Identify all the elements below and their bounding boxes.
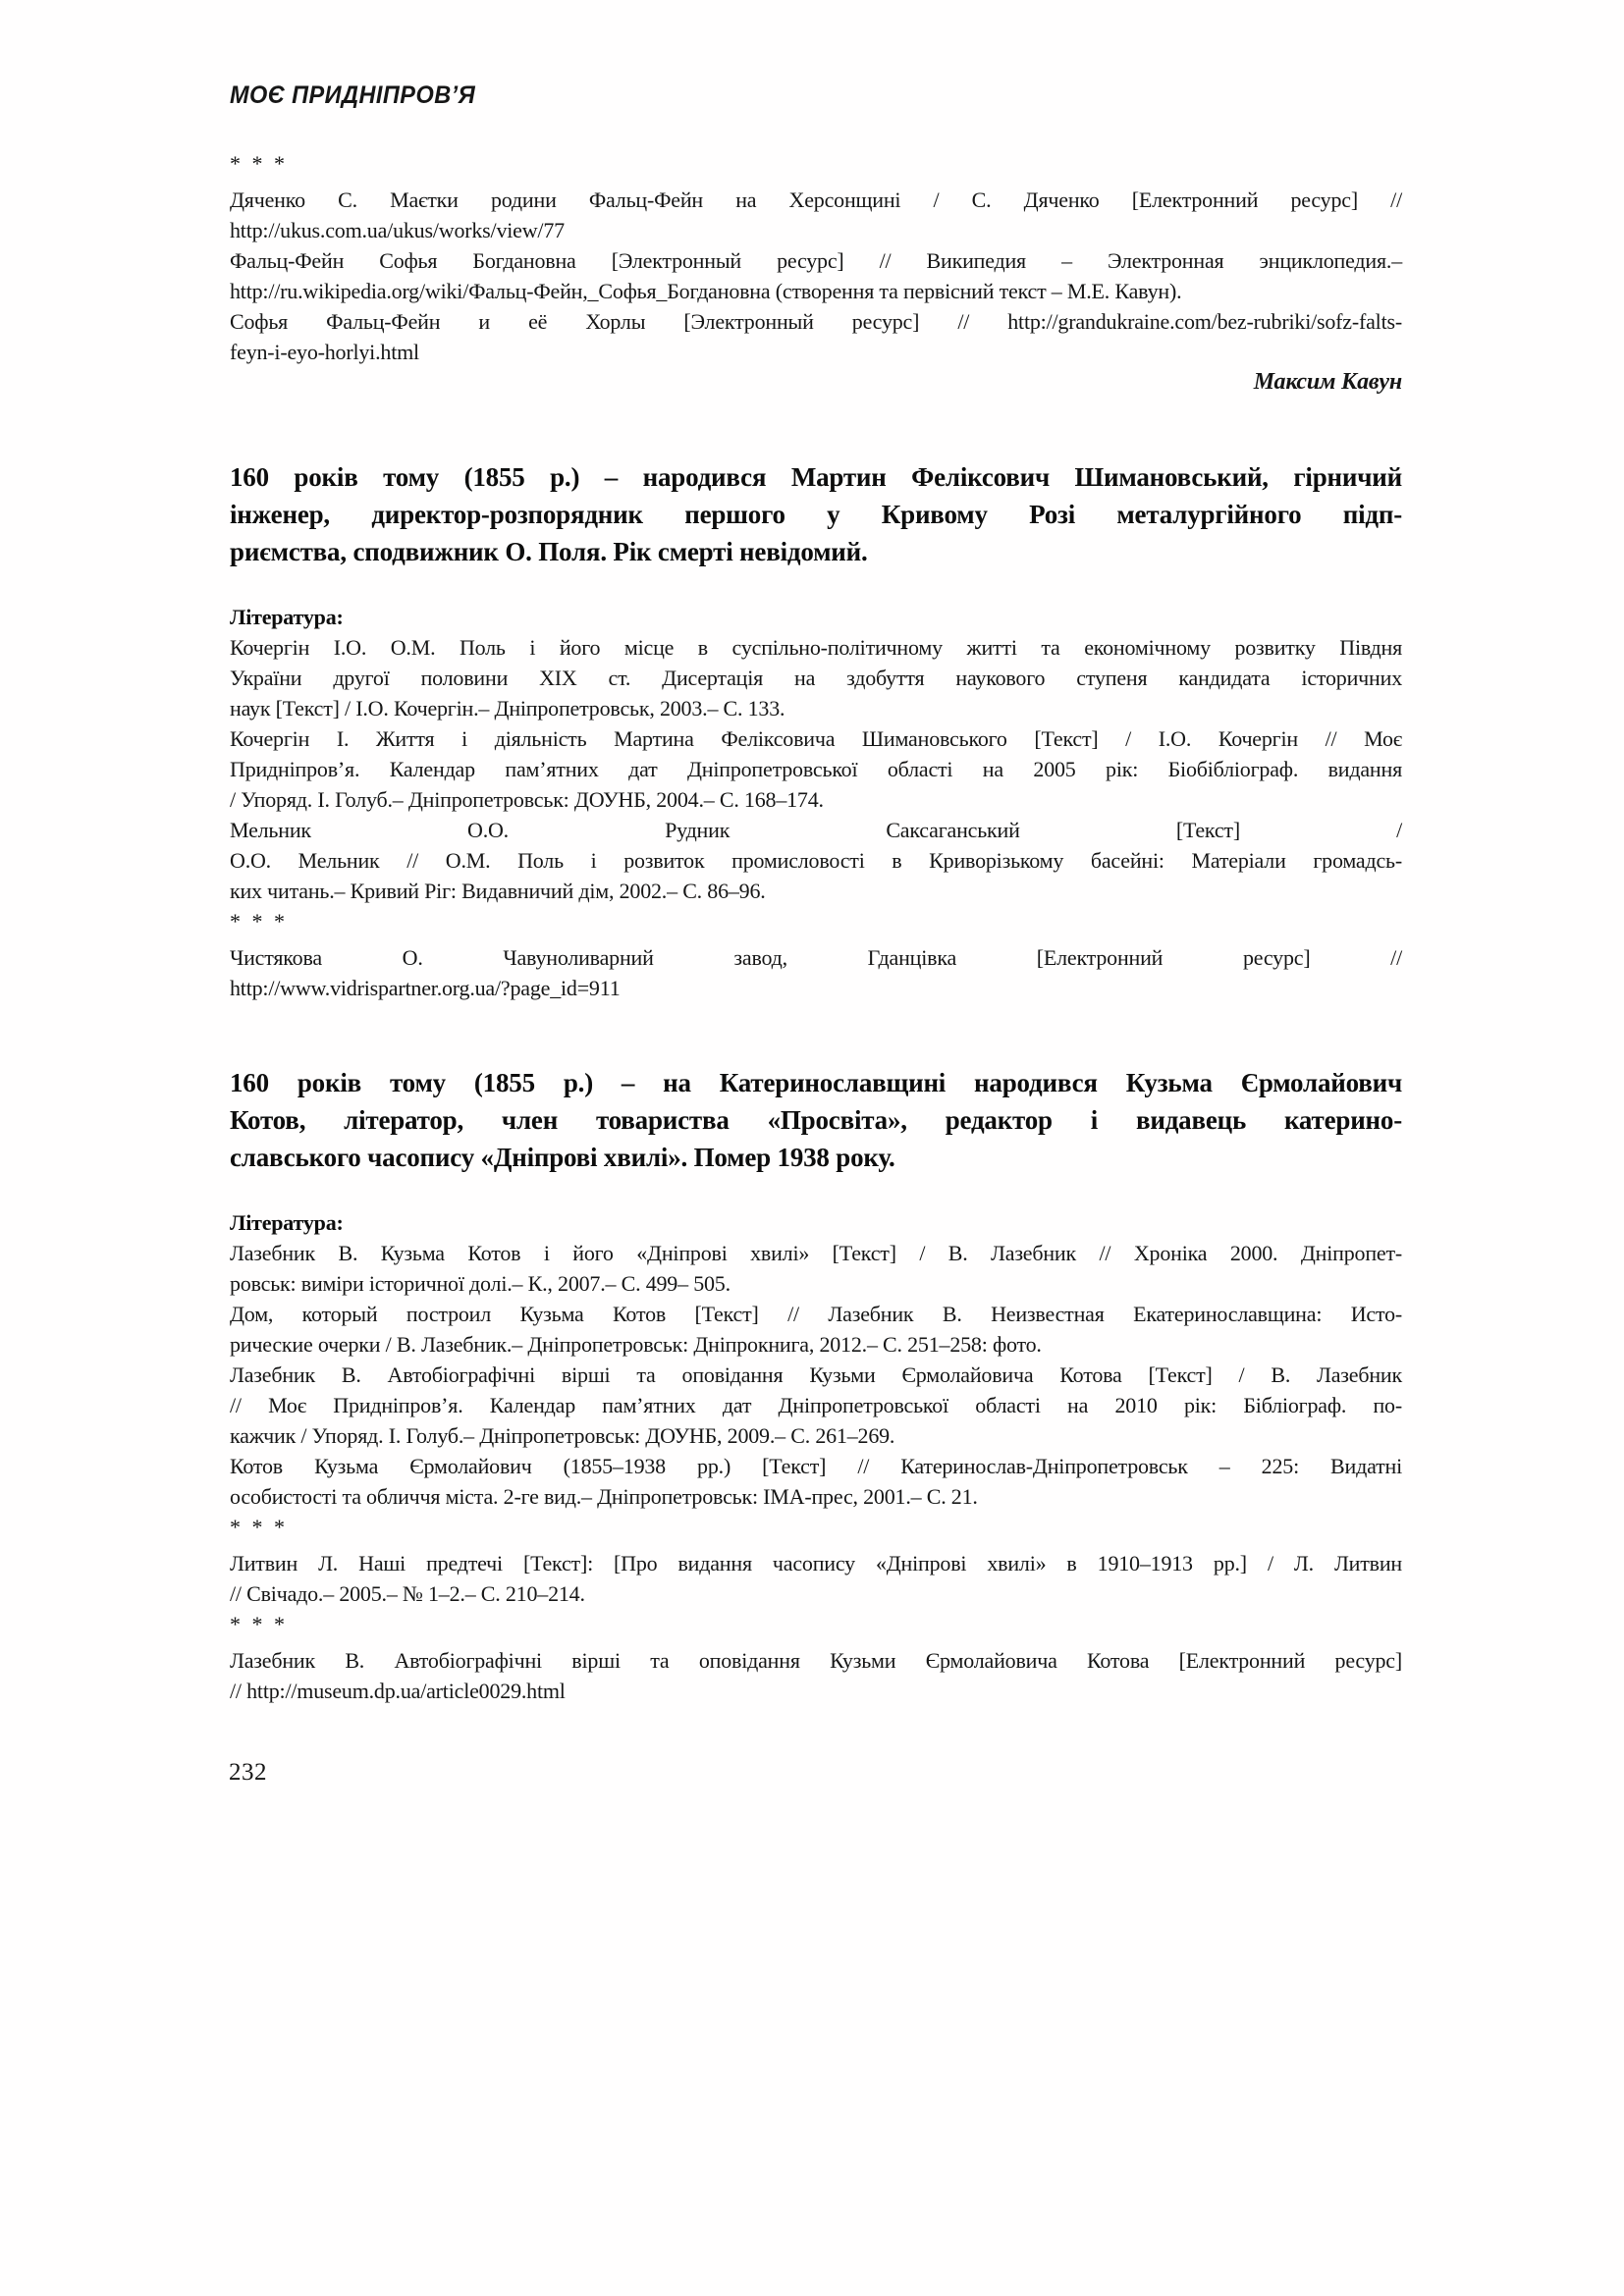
text-line: наук [Текст] / І.О. Кочергін.– Дніпропетровськ, 2003.– С. 133. — [230, 696, 785, 721]
text-line: Лазебник В. Автобіографічні вірші та оповідання Кузьми Єрмолайовича Котова [Текст] / В. Лазебник — [230, 1362, 1402, 1387]
text-line: Придніпров’я. Календар пам’ятних дат Дніпропетровської області на 2005 рік: Біобібліограф. видання — [230, 757, 1402, 781]
text-line: особистості та обличчя міста. 2-ге вид.– Дніпропетровськ: ІМА-прес, 2001.– С. 21. — [230, 1484, 978, 1509]
text-line: Чистякова О. Чавуноливарний завод, Гданцівка [Електронний ресурс] // — [230, 945, 1402, 970]
text-line: Котов Кузьма Єрмолайович (1855–1938 рр.) [Текст] // Катеринослав-Дніпропетровськ – 225: Видатні — [230, 1454, 1402, 1478]
section-separator: * * * — [230, 151, 288, 176]
bibliography-entry — [230, 1645, 1402, 1706]
bibliography-entry — [230, 1238, 1402, 1299]
text-line: кажчик / Упоряд. І. Голуб.– Дніпропетровськ: ДОУНБ, 2009.– С. 261–269. — [230, 1423, 895, 1448]
section-shymanovskyi — [230, 458, 1402, 1003]
bibliography-entry — [230, 306, 1402, 367]
bibliography-entry — [230, 632, 1402, 723]
text-line: http://ukus.com.ua/ukus/works/view/77 — [230, 218, 565, 242]
bibliography-entry — [230, 1548, 1402, 1609]
text-line: Софья Фальц-Фейн и её Хорлы [Электронный ресурс] // http://grandukraine.com/bez-rubriki/sofz-falts- — [230, 309, 1402, 334]
page-number: 232 — [229, 1759, 267, 1786]
text-line: Дяченко С. Маєтки родини Фальц-Фейн на Херсонщині / С. Дяченко [Електронний ресурс] // — [230, 187, 1402, 212]
text-line: рические очерки / В. Лазебник.– Дніпропетровськ: Дніпрокнига, 2012.– С. 251–258: фото. — [230, 1332, 1042, 1357]
text-line: Кочергін І. Життя і діяльність Мартина Феліксовича Шимановського [Текст] / І.О. Кочергін // Моє — [230, 726, 1402, 751]
text-line: http://ru.wikipedia.org/wiki/Фальц-Фейн,_Софья_Богдановна (створення та первісний текст – М.Е. Кавун). — [230, 279, 1182, 303]
text-line: славського часопису «Дніпрові хвилі». Помер 1938 року. — [230, 1143, 895, 1172]
text-line: / Упоряд. І. Голуб.– Дніпропетровськ: ДОУНБ, 2004.– С. 168–174. — [230, 787, 824, 812]
text-line: 160 років тому (1855 р.) – на Катеринославщині народився Кузьма Єрмолайович — [230, 1068, 1402, 1097]
author-signature: Максим Кавун — [1253, 369, 1402, 395]
bibliography-entry — [230, 185, 1402, 245]
bibliography-entry — [230, 1451, 1402, 1512]
section-separator: * * * — [230, 1515, 288, 1539]
literature-label: Література: — [230, 605, 344, 629]
page-content — [230, 148, 1402, 1706]
text-line: риємства, сподвижник О. Поля. Рік смерті невідомий. — [230, 537, 868, 566]
running-header: МОЄ ПРИДНІПРОВ’Я — [230, 81, 476, 109]
text-line: Дом, который построил Кузьма Котов [Текст] // Лазебник В. Неизвестная Екатеринославщина: Исто- — [230, 1302, 1402, 1326]
text-line: Лазебник В. Кузьма Котов і його «Дніпрові хвилі» [Текст] / В. Лазебник // Хроніка 2000. Дніпропет- — [230, 1241, 1402, 1265]
section-separator: * * * — [230, 909, 288, 934]
bibliography-entry — [230, 942, 1402, 1003]
text-line: ровськ: виміри історичної долі.– К., 2007.– С. 499– 505. — [230, 1271, 731, 1296]
text-line: Литвин Л. Наші предтечі [Текст]: [Про видання часопису «Дніпрові хвилі» в 1910–1913 рр.] / Л. Литвин — [230, 1551, 1402, 1575]
item-heading — [230, 458, 1402, 570]
text-line: Фальц-Фейн Софья Богдановна [Электронный ресурс] // Википедия – Электронная энциклопедия.– — [230, 248, 1402, 273]
bibliography-entry — [230, 723, 1402, 815]
text-line: Кочергін І.О. О.М. Поль і його місце в суспільно-політичному житті та економічному розвитку Півдня — [230, 635, 1402, 660]
text-line: України другої половини XIX ст. Дисертація на здобуття наукового ступеня кандидата історичних — [230, 666, 1402, 690]
bibliography-entry — [230, 1360, 1402, 1451]
text-line: // Моє Придніпров’я. Календар пам’ятних дат Дніпропетровської області на 2010 рік: Бібліограф. по- — [230, 1393, 1402, 1417]
text-line: feyn-i-eyo-horlyi.html — [230, 340, 419, 364]
text-line: інженер, директор-розпорядник першого у Кривому Розі металургійного підп- — [230, 500, 1402, 529]
text-line: ких читань.– Кривий Ріг: Видавничий дім, 2002.– С. 86–96. — [230, 879, 766, 903]
section-falts-fein-literature-tail — [230, 148, 1402, 398]
section-kotov — [230, 1064, 1402, 1706]
text-line: 160 років тому (1855 р.) – народився Мартин Феліксович Шимановський, гірничий — [230, 462, 1402, 492]
item-heading — [230, 1064, 1402, 1176]
text-line: // Свічадо.– 2005.– № 1–2.– С. 210–214. — [230, 1581, 585, 1606]
literature-label: Література: — [230, 1210, 344, 1235]
text-line: Лазебник В. Автобіографічні вірші та оповідання Кузьми Єрмолайовича Котова [Електронний ресурс] — [230, 1648, 1402, 1673]
text-line: // http://museum.dp.ua/article0029.html — [230, 1679, 566, 1703]
text-line: http://www.vidrispartner.org.ua/?page_id=911 — [230, 976, 621, 1000]
bibliography-entry — [230, 245, 1402, 306]
bibliography-entry — [230, 1299, 1402, 1360]
text-line: О.О. Мельник // О.М. Поль і розвиток промисловості в Криворізькому басейні: Матеріали громадсь- — [230, 848, 1402, 873]
text-line: Мельник О.О. Рудник Саксаганський [Текст] / — [230, 818, 1402, 842]
bibliography-entry — [230, 815, 1402, 906]
text-line: Котов, літератор, член товариства «Просвіта», редактор і видавець катерино- — [230, 1105, 1402, 1135]
section-separator: * * * — [230, 1612, 288, 1636]
